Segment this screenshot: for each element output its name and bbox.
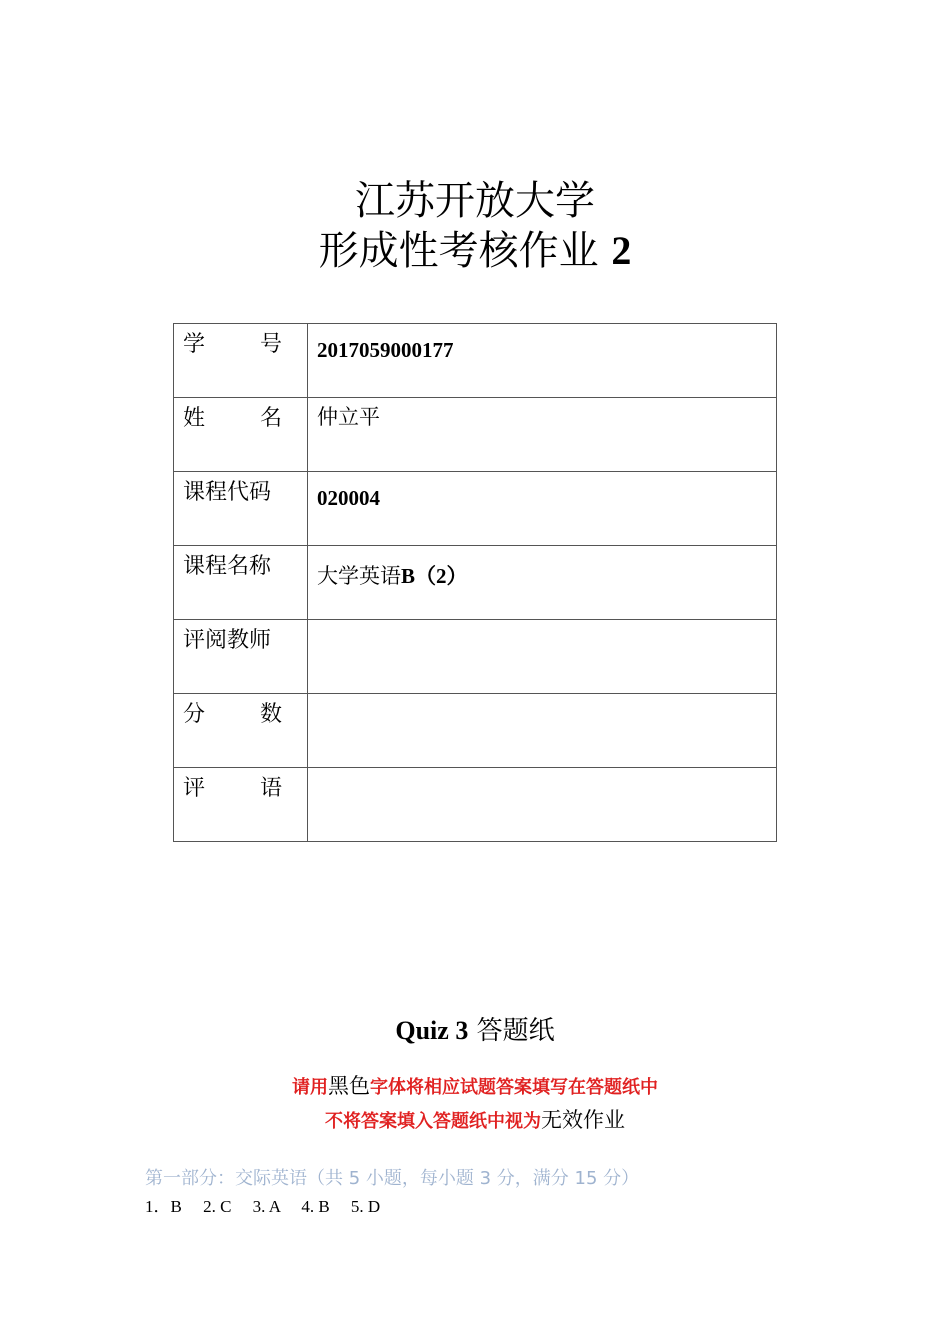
notice-line-1 — [0, 1070, 950, 1100]
value-student-id: 2017059000177 — [308, 324, 777, 398]
label-student-id — [174, 324, 308, 398]
table-row — [174, 472, 777, 546]
document-title: 江苏开放大学 — [355, 178, 595, 224]
table-row — [174, 768, 777, 842]
value-name: 仲立平 — [308, 398, 777, 472]
label-text: 评 语 — [183, 776, 306, 801]
label-course-code: 课程代码 — [174, 472, 308, 546]
notice-line-2 — [0, 1104, 950, 1134]
course-name-en: B（2） — [401, 564, 468, 588]
table-row — [174, 694, 777, 768]
table-row — [174, 620, 777, 694]
label-name — [174, 398, 308, 472]
subtitle-number: 2 — [611, 228, 632, 273]
table-row — [174, 398, 777, 472]
quiz-title-en: Quiz 3 — [395, 1016, 469, 1045]
value-reviewer — [308, 620, 777, 694]
quiz-title — [0, 1010, 950, 1047]
course-name-cn: 大学英语 — [317, 564, 401, 588]
notice-black-text: 黑色 — [328, 1074, 370, 1098]
quiz-title-cn: 答题纸 — [476, 1016, 555, 1046]
value-course-code: 020004 — [308, 472, 777, 546]
label-text: 分 数 — [183, 702, 306, 727]
section-heading: 第一部分：交际英语（共 5 小题，每小题 3 分，满分 15 分） — [145, 1168, 640, 1189]
notice-red-text: 不将答案填入答题纸中视为 — [325, 1111, 541, 1132]
table-row — [174, 324, 777, 398]
notice-black-text: 无效作业 — [541, 1108, 625, 1132]
notice-red-text: 字体将相应试题答案填写在答题纸中 — [370, 1077, 658, 1098]
value-score — [308, 694, 777, 768]
label-score — [174, 694, 308, 768]
value-comment — [308, 768, 777, 842]
label-reviewer: 评阅教师 — [174, 620, 308, 694]
subtitle-text: 形成性考核作业 — [318, 228, 599, 274]
document-subtitle — [0, 228, 950, 274]
label-comment — [174, 768, 308, 842]
notice-red-text: 请用 — [292, 1077, 328, 1098]
table-row — [174, 546, 777, 620]
label-text: 姓 名 — [183, 406, 306, 431]
student-info-table — [173, 323, 777, 842]
label-text: 学 号 — [183, 332, 306, 357]
value-course-name — [308, 546, 777, 620]
answer-list: 1．B 2. C 3. A 4. B 5. D — [145, 1197, 381, 1216]
label-course-name: 课程名称 — [174, 546, 308, 620]
